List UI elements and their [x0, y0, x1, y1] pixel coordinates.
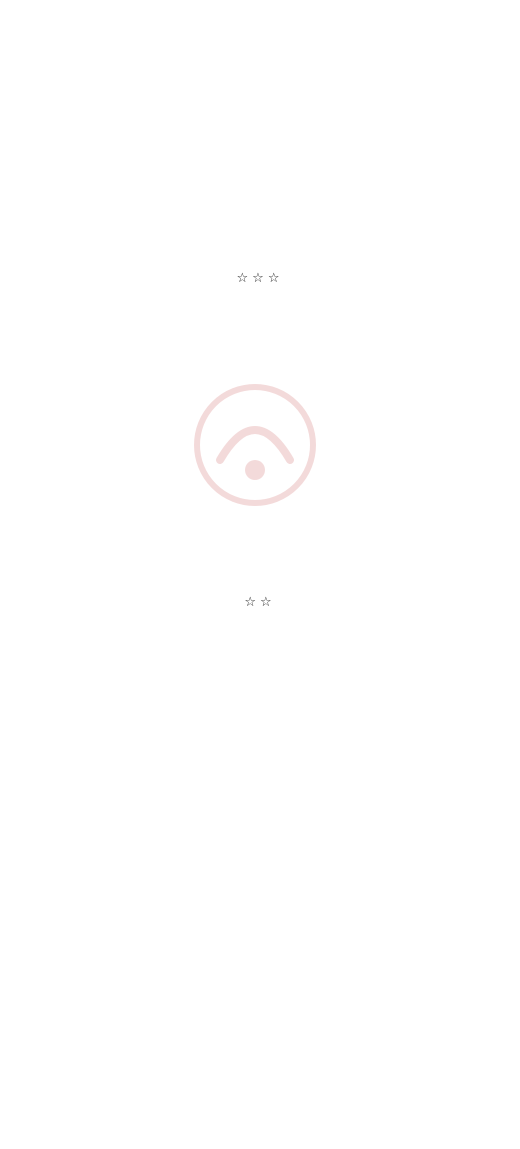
paragraph-closing — [6, 734, 514, 774]
highlighted-passage-plan — [6, 708, 514, 728]
paragraph-husband-reply — [6, 70, 514, 110]
highlighted-passage-dinner — [6, 116, 514, 136]
paragraph-husband-arrives — [6, 338, 514, 462]
paragraph-comparison-naveed — [6, 142, 514, 266]
section-divider-stars-2: ☆☆ — [244, 595, 276, 610]
section-divider-stars: ☆☆☆ — [236, 271, 284, 286]
paragraph-conversation-love — [6, 466, 514, 590]
paragraph-opening-dialogue — [6, 4, 514, 66]
paragraph-kitchen-thoughts — [6, 294, 514, 334]
paragraph-morning-wakeup — [6, 618, 514, 702]
